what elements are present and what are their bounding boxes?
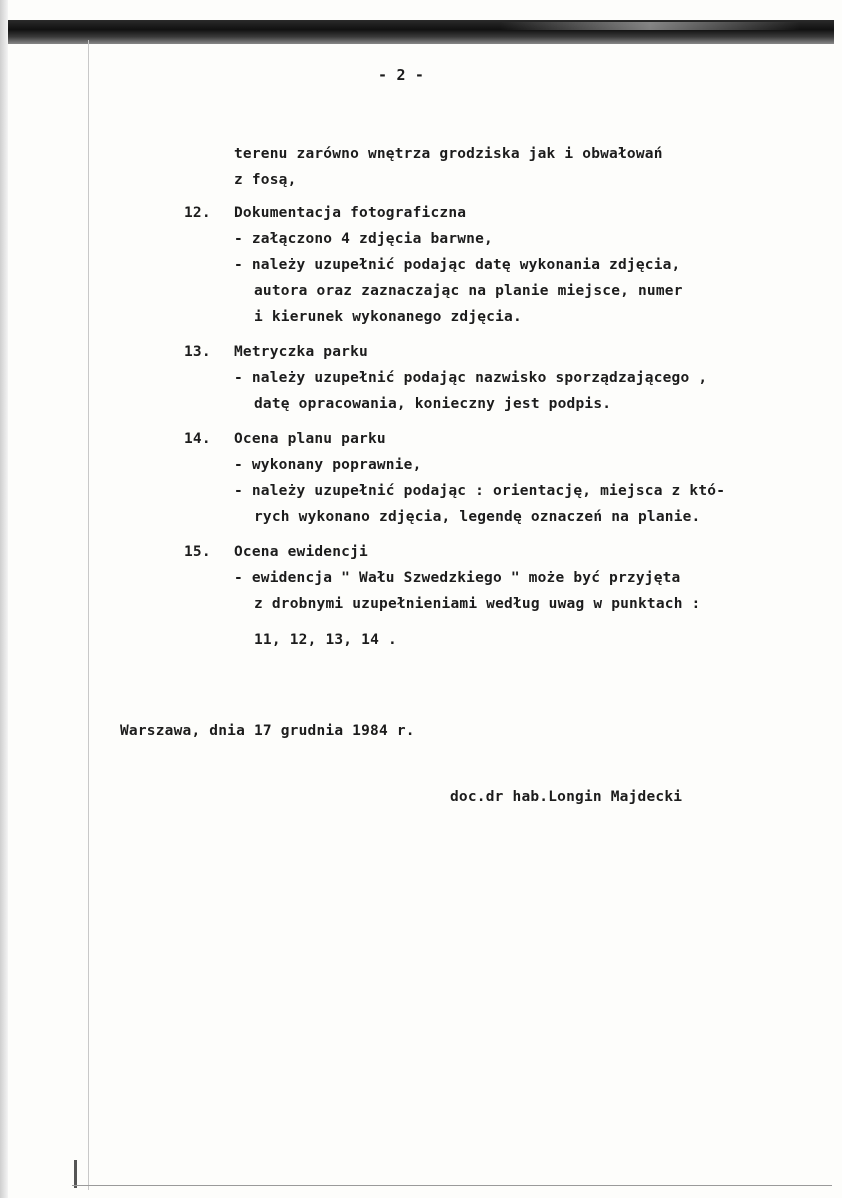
section-13-title: Metryczka parku [234, 344, 368, 360]
section-14-line-3: rych wykonano zdjęcia, legendę oznaczeń na planie. [254, 509, 701, 525]
section-15-line-3: 11, 12, 13, 14 . [254, 632, 397, 648]
section-12-line-3: autora oraz zaznaczając na planie miejsce, numer [254, 283, 683, 299]
scan-bottom-corner-mark [74, 1160, 77, 1188]
section-14-line-2: - należy uzupełnić podając : orientację, miejsca z któ- [234, 483, 726, 499]
scan-top-bar-highlight [500, 22, 800, 30]
section-15-title: Ocena ewidencji [234, 544, 368, 560]
section-12-line-2: - należy uzupełnić podając datę wykonania zdjęcia, [234, 257, 681, 273]
intro-line-2: z fosą, [234, 172, 297, 188]
place-and-date: Warszawa, dnia 17 grudnia 1984 r. [120, 723, 415, 739]
page-number: - 2 - [378, 66, 425, 84]
section-12-title: Dokumentacja fotograficzna [234, 205, 467, 221]
section-12-line-1: - załączono 4 zdjęcia barwne, [234, 231, 493, 247]
section-15-line-2: z drobnymi uzupełnieniami według uwag w punktach : [254, 596, 701, 612]
scan-left-edge [0, 0, 8, 1198]
section-13-number: 13. [184, 344, 211, 360]
section-12-line-4: i kierunek wykonanego zdjęcia. [254, 309, 522, 325]
scan-bottom-line [72, 1185, 832, 1186]
section-15-line-1: - ewidencja " Wału Szwedzkiego " może być przyjęta [234, 570, 681, 586]
section-13-line-1: - należy uzupełnić podając nazwisko sporządzającego , [234, 370, 708, 386]
intro-line-1: terenu zarówno wnętrza grodziska jak i obwałowań [234, 146, 663, 162]
section-13-line-2: datę opracowania, konieczny jest podpis. [254, 396, 612, 412]
section-14-title: Ocena planu parku [234, 431, 386, 447]
section-14-line-1: - wykonany poprawnie, [234, 457, 422, 473]
section-12-number: 12. [184, 205, 211, 221]
section-15-number: 15. [184, 544, 211, 560]
signature: doc.dr hab.Longin Majdecki [450, 789, 683, 805]
scan-margin-line [88, 40, 89, 1190]
section-14-number: 14. [184, 431, 211, 447]
